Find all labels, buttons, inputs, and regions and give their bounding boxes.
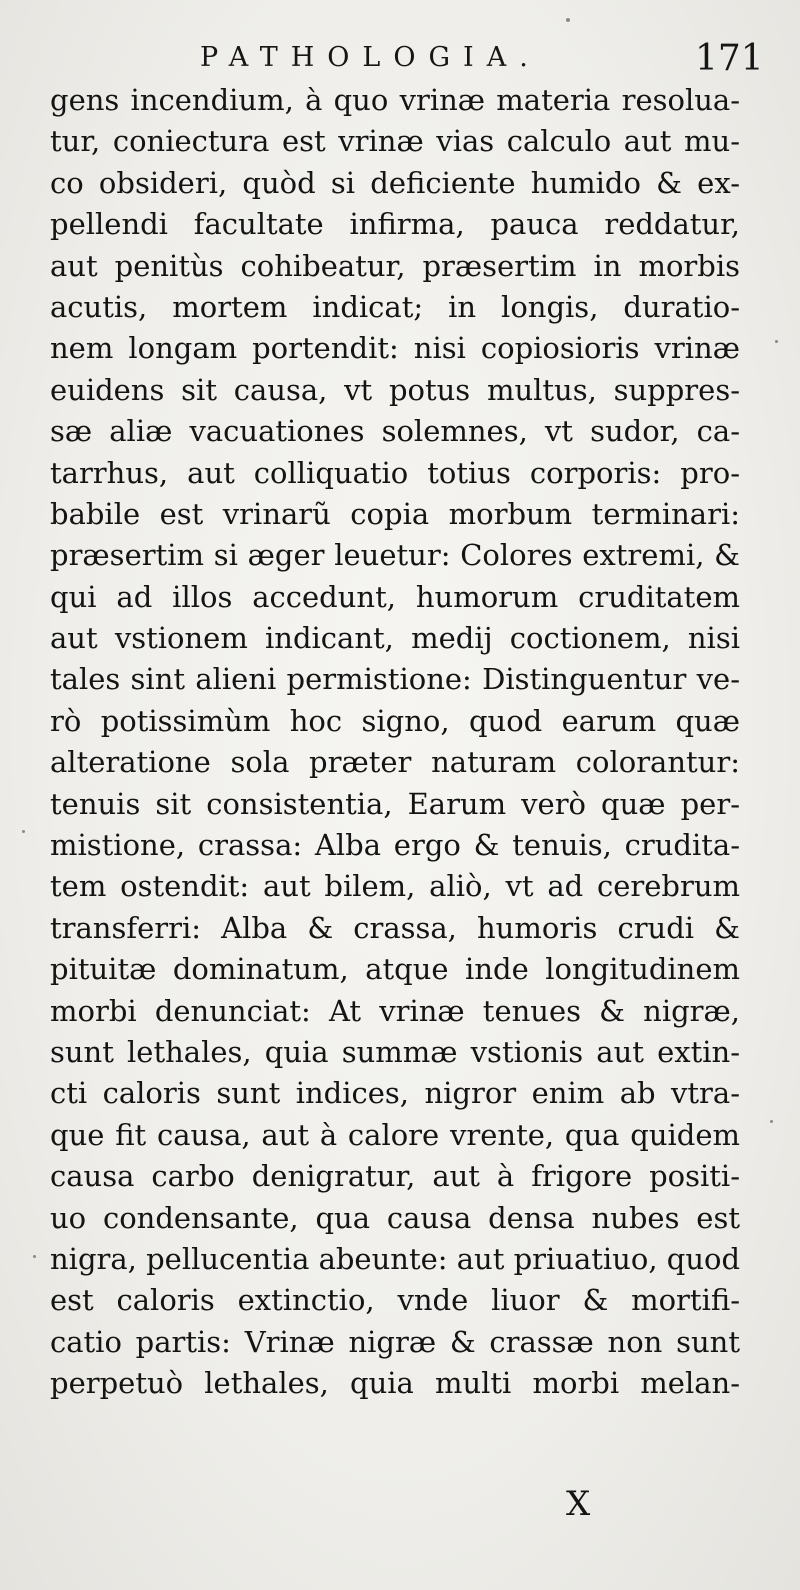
signature-mark: X	[566, 1484, 591, 1524]
text-line: nigra, pellucentia abeunte: aut priuatiuo, quod	[50, 1241, 741, 1276]
text-line: catio partis: Vrinæ nigræ & crassæ non sunt	[50, 1324, 740, 1359]
text-line: tur, coniectura est vrinæ vias calculo aut mu-	[50, 124, 740, 159]
text-line: tarrhus, aut colliquatio totius corporis: pro-	[50, 455, 740, 490]
text-line: transferri: Alba & crassa, humoris crudi &	[50, 910, 740, 945]
body-text	[50, 80, 740, 1405]
text-line: co obsideri, quòd si deficiente humido & ex-	[50, 165, 740, 200]
text-line: est caloris extinctio, vnde liuor & mortifi-	[50, 1283, 740, 1318]
text-line: aut penitùs cohibeatur, præsertim in morbis	[50, 248, 740, 283]
text-line: que fit causa, aut à calore vrente, qua quidem	[50, 1117, 740, 1152]
text-line: acutis, mortem indicat; in longis, duratio-	[50, 289, 740, 324]
text-line: rò potissimùm hoc signo, quod earum quæ	[50, 703, 740, 738]
text-line: uo condensante, qua causa densa nubes est	[50, 1200, 740, 1235]
ink-speck	[33, 1255, 36, 1258]
text-line: sæ aliæ vacuationes solemnes, vt sudor, ca-	[50, 414, 740, 449]
text-line: cti caloris sunt indices, nigror enim ab vtra-	[50, 1076, 740, 1111]
text-line: pituitæ dominatum, atque inde longitudinem	[50, 952, 740, 987]
text-line: pellendi facultate infirma, pauca reddatur,	[50, 207, 740, 242]
text-line: præsertim si æger leuetur: Colores extremi, &	[50, 538, 740, 573]
page-number: 171	[695, 38, 764, 79]
text-line: alteratione sola præter naturam colorantur:	[50, 745, 740, 780]
text-line: mistione, crassa: Alba ergo & tenuis, crudita-	[50, 828, 740, 863]
text-line: sunt lethales, quia summæ vstionis aut extin-	[50, 1034, 740, 1069]
text-line: morbi denunciat: At vrinæ tenues & nigræ,	[50, 993, 740, 1028]
text-line: aut vstionem indicant, medij coctionem, nisi	[50, 621, 740, 656]
text-line: euidens sit causa, vt potus multus, suppres-	[50, 372, 740, 407]
text-line: gens incendium, à quo vrinæ materia resolua-	[50, 83, 740, 117]
ink-speck	[770, 1120, 773, 1123]
ink-speck	[775, 340, 778, 343]
text-line: perpetuò lethales, quia multi morbi melan-	[50, 1366, 740, 1401]
ink-speck	[22, 830, 25, 833]
ink-speck	[566, 18, 570, 22]
text-line: babile est vrinarũ copia morbum terminari:	[50, 496, 740, 531]
text-line: qui ad illos accedunt, humorum cruditatem	[50, 579, 740, 614]
text-line: tenuis sit consistentia, Earum verò quæ per-	[50, 786, 740, 821]
text-line: nem longam portendit: nisi copiosioris vrinæ	[50, 331, 740, 366]
text-line: tales sint alieni permistione: Distinguentur ve-	[50, 662, 740, 697]
text-line: tem ostendit: aut bilem, aliò, vt ad cerebrum	[50, 869, 740, 904]
running-head: PATHOLOGIA.	[200, 42, 541, 73]
text-line: causa carbo denigratur, aut à frigore positi-	[50, 1159, 740, 1194]
